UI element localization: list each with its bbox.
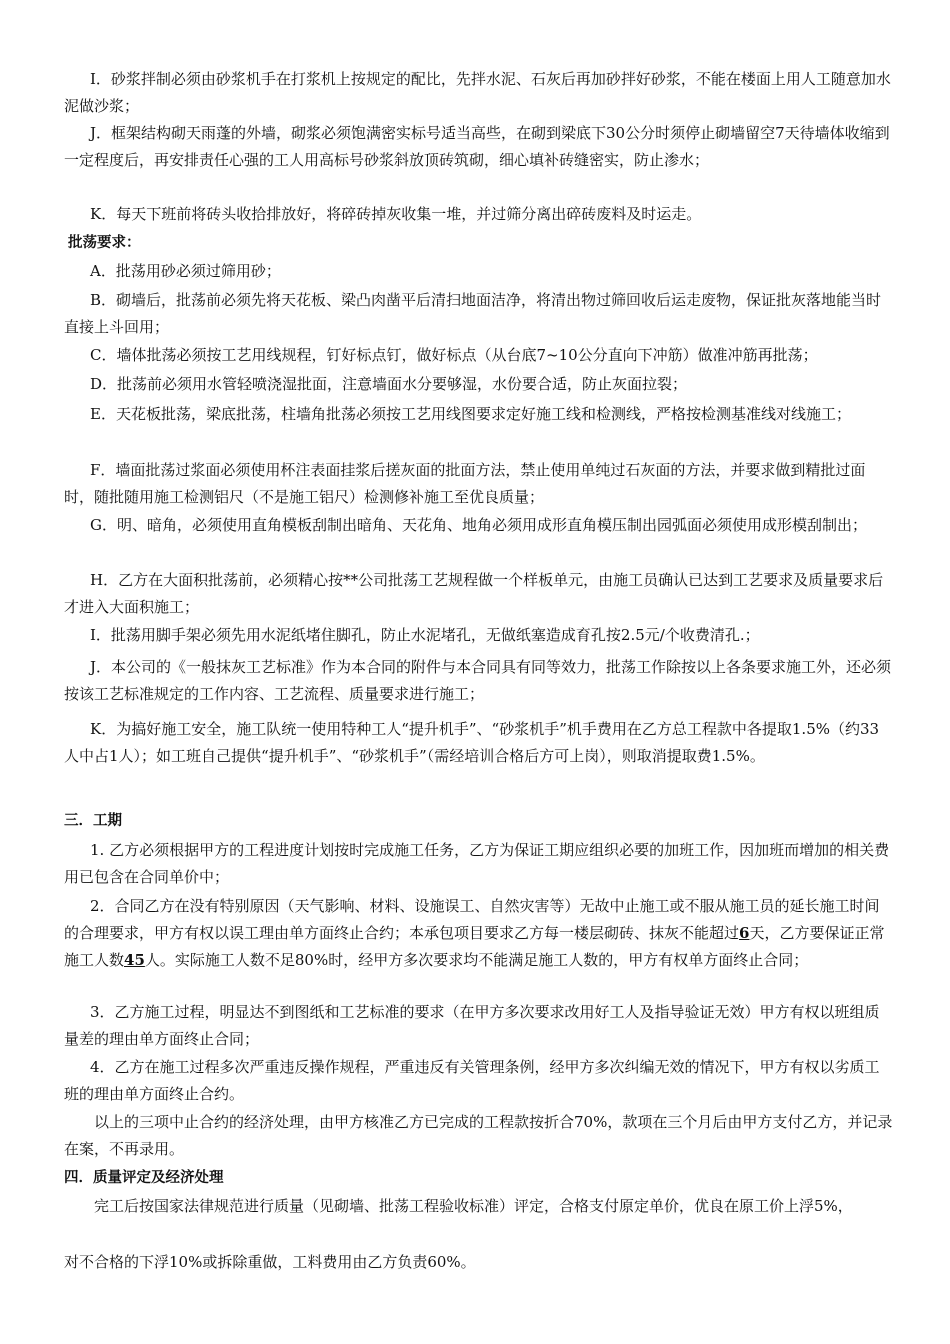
schedule-item-3: 3．乙方施工过程，明显达不到图纸和工艺标准的要求（在甲方多次要求改用好工人及指导验证无效）甲方有权以班组质量差的理由单方面终止合同； — [64, 1003, 880, 1048]
plaster-item-i: I．批荡用脚手架必须先用水泥纸堵住脚孔，防止水泥堵孔，无做纸塞造成育孔按2.5元/个收费清孔.； — [90, 626, 760, 644]
max-days-per-floor: 6 — [739, 924, 750, 942]
schedule-item-2-text-b: 天，乙方要保证正常施工人数 — [64, 924, 885, 969]
mason-item-i: I．砂浆拌制必须由砂浆机手在打浆机上按规定的配比，先拌水泥、石灰后再加砂拌好砂浆，不能在楼面上用人工随意加水泥做沙浆； — [64, 70, 891, 115]
schedule-termination-note: 以上的三项中止合约的经济处理，由甲方核准乙方已完成的工程款按折合70%，款项在三个月后由甲方支付乙方，并记录在案，不再录用。 — [64, 1113, 893, 1158]
plaster-item-c: C．墙体批荡必须按工艺用线规程，钉好标点钉，做好标点（从台底7~10公分直向下冲筋）做准冲筋再批荡； — [90, 346, 818, 364]
plaster-item-g: G．明、暗角，必须使用直角模板刮制出暗角、天花角、地角必须用成形直角模压制出园弧面必须使用成形模刮制出； — [90, 516, 867, 534]
schedule-item-2-text-c: 人。实际施工人数不足80%时，经甲方多次要求均不能满足施工人数的，甲方有权单方面终止合同； — [144, 951, 809, 969]
plaster-item-b: B．砌墙后，批荡前必须先将天花板、梁凸肉凿平后清扫地面洁净，将清出物过筛回收后运走废物，保证批灰落地能当时直接上斗回用； — [64, 291, 882, 336]
required-worker-count: 45 — [124, 951, 145, 969]
plaster-item-d: D．批荡前必须用水管轻喷浇湿批面，注意墙面水分要够湿，水份要合适，防止灰面拉裂； — [90, 375, 688, 393]
quality-paragraph-2: 对不合格的下浮10%或拆除重做，工料费用由乙方负责60%。 — [64, 1253, 476, 1271]
schedule-heading: 三．工期 — [64, 813, 122, 829]
quality-heading: 四．质量评定及经济处理 — [64, 1170, 224, 1186]
schedule-item-4: 4．乙方在施工过程多次严重违反操作规程，严重违反有关管理条例，经甲方多次纠编无效的情况下，甲方有权以劣质工班的理由单方面终止合约。 — [64, 1058, 880, 1103]
plaster-item-h: H．乙方在大面积批荡前，必须精心按**公司批荡工艺规程做一个样板单元，由施工员确认已达到工艺要求及质量要求后才进入大面积施工； — [64, 571, 884, 616]
quality-paragraph-1: 完工后按国家法律规范进行质量（见砌墙、批荡工程验收标准）评定，合格支付原定单价，优良在原工价上浮5%， — [94, 1197, 853, 1215]
plaster-item-k: K．为搞好施工安全，施工队统一使用特种工人“提升机手”、“砂浆机手”机手费用在乙方总工程款中各提取1.5%（约33人中占1人）；如工班自己提供“提升机手”、“砂浆机手”（需经培训合格后方可上岗），则取消提取费1.5%。 — [64, 720, 880, 765]
mason-item-j: J．框架结构砌天雨蓬的外墙，砌浆必须饱满密实标号适当高些，在砌到梁底下30公分时须停止砌墙留空7天待墙体收缩到一定程度后，再安排责任心强的工人用高标号砂浆斜放顶砖筑砌，细心填补砖缝密实，防止渗水； — [64, 124, 890, 169]
schedule-item-1: 1. 乙方必须根据甲方的工程进度计划按时完成施工任务，乙方为保证工期应组织必要的加班工作，因加班而增加的相关费用已包含在合同单价中； — [64, 841, 890, 886]
plaster-item-f: F．墙面批荡过浆面必须使用杯注表面挂浆后搓灰面的批面方法，禁止使用单纯过石灰面的方法，并要求做到精批过面时，随批随用施工检测铝尺（不是施工铝尺）检测修补施工至优良质量； — [64, 461, 866, 506]
plaster-heading: 批荡要求： — [68, 235, 141, 251]
plaster-item-e: E．天花板批荡，梁底批荡，柱墙角批荡必须按工艺用线图要求定好施工线和检测线，严格按检测基准线对线施工； — [90, 405, 851, 423]
mason-item-k: K．每天下班前将砖头收拾排放好，将碎砖掉灰收集一堆，并过筛分离出碎砖废料及时运走。 — [90, 205, 702, 223]
schedule-item-2 — [64, 893, 894, 974]
plaster-item-a: A．批荡用砂必须过筛用砂； — [90, 262, 281, 280]
plaster-item-j: J．本公司的《一般抹灰工艺标准》作为本合同的附件与本合同具有同等效力，批荡工作除按以上各条要求施工外，还必须按该工艺标准规定的工作内容、工艺流程、质量要求进行施工； — [64, 658, 892, 703]
schedule-item-2-text-a: 2．合同乙方在没有特别原因（天气影响、材料、设施误工、自然灾害等）无故中止施工或不服从施工员的延长施工时间的合理要求，甲方有权以误工理由单方面终止合约；本承包项目要求乙方每一楼层砌砖、抹灰不能超过 — [64, 897, 880, 942]
